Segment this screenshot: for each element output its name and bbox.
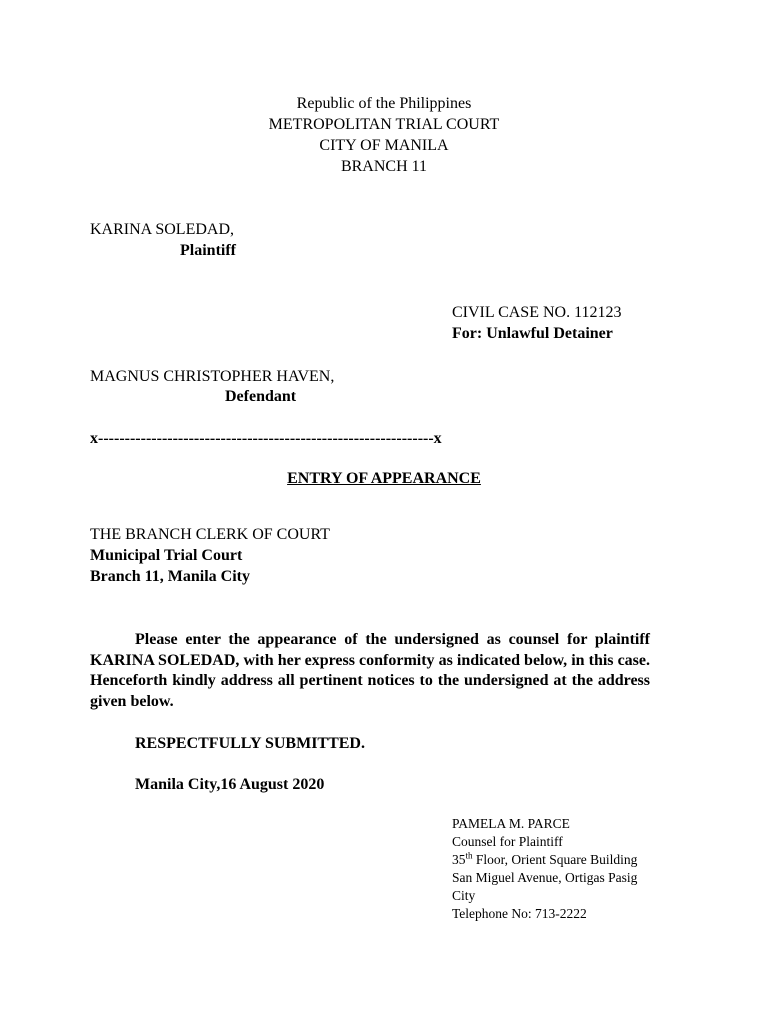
signatory-address: San Miguel Avenue, Ortigas Pasig: [452, 870, 638, 885]
body-paragraph-text: Please enter the appearance of the undersigned as counsel for plaintiff KARINA SOLEDAD, with her express conformity as indicated below, in this case. Henceforth kindly address all pertinent notices to the undersigned at the address given below.: [90, 631, 650, 710]
case-number: CIVIL CASE NO. 112123: [452, 304, 622, 321]
header-city: CITY OF MANILA: [319, 137, 449, 154]
signatory-name: PAMELA M. PARCE: [452, 816, 570, 831]
header-court: METROPOLITAN TRIAL COURT: [268, 116, 500, 133]
plaintiff-name: KARINA SOLEDAD,: [90, 221, 234, 238]
floor-building: Floor, Orient Square Building: [472, 852, 638, 867]
signatory-telephone: Telephone No: 713-2222: [452, 906, 587, 921]
place-and-date: Manila City,16 August 2020: [135, 776, 325, 793]
defendant-role: Defendant: [225, 388, 297, 405]
floor-number: 35: [452, 852, 466, 867]
plaintiff-role: Plaintiff: [180, 242, 236, 259]
addressee-court: Municipal Trial Court: [90, 547, 243, 564]
addressee-branch: Branch 11, Manila City: [90, 568, 251, 585]
addressee-clerk: THE BRANCH CLERK OF COURT: [90, 526, 330, 543]
respectfully-submitted: RESPECTFULLY SUBMITTED.: [135, 735, 365, 752]
header-republic: Republic of the Philippines: [296, 95, 472, 112]
case-nature: For: Unlawful Detainer: [452, 325, 613, 342]
caption-separator: x---------------------------------------------------------------x: [90, 430, 442, 447]
document-title: ENTRY OF APPEARANCE: [287, 470, 481, 487]
body-paragraph: [90, 630, 650, 712]
signatory-floor: [452, 851, 637, 869]
signatory-role: Counsel for Plaintiff: [452, 834, 563, 849]
header-branch: BRANCH 11: [340, 158, 428, 175]
signatory-city: City: [452, 888, 476, 903]
floor-suffix: th: [465, 850, 473, 861]
defendant-name: MAGNUS CHRISTOPHER HAVEN,: [90, 368, 335, 385]
